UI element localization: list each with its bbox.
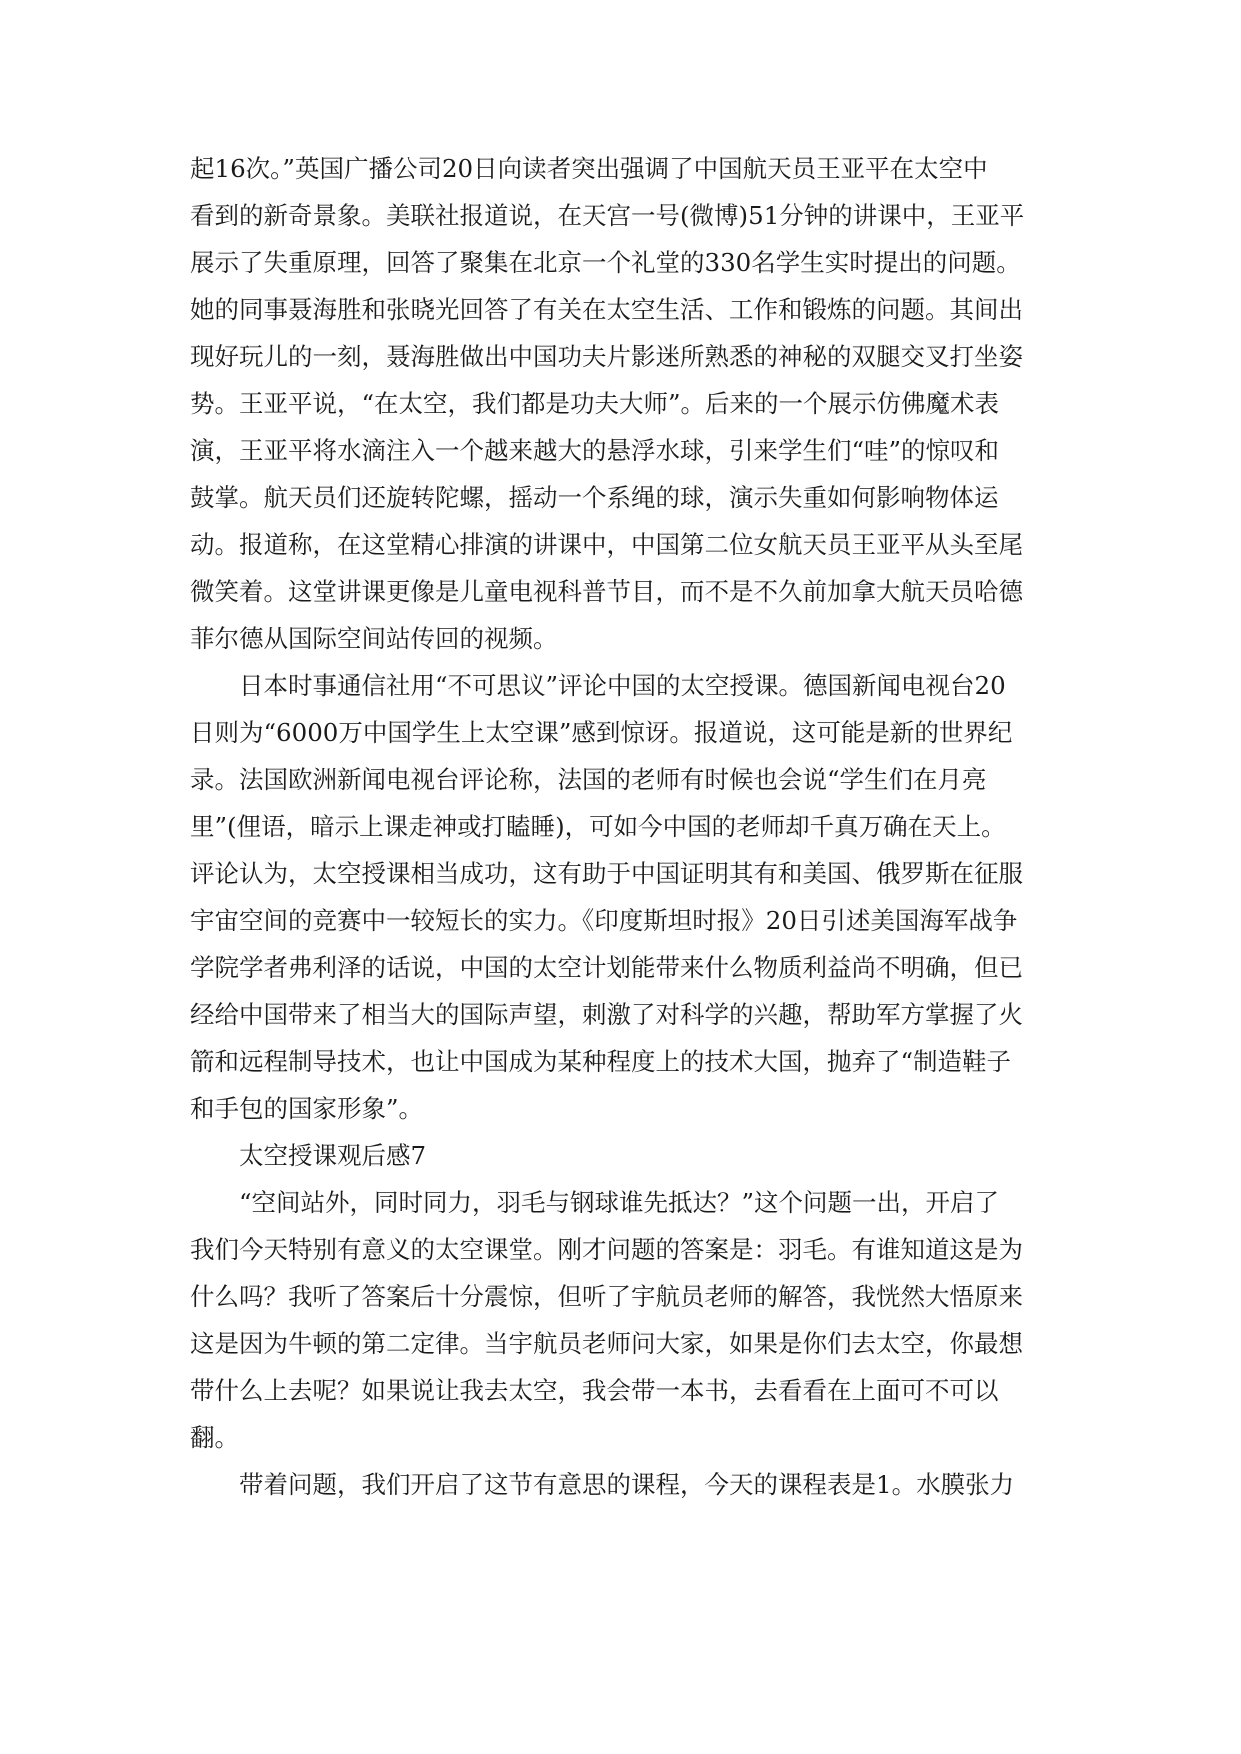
- text-line: 动。报道称，在这堂精心排演的讲课中，中国第二位女航天员王亚平从头至尾: [190, 530, 1023, 559]
- text-line: 微笑着。这堂讲课更像是儿童电视科普节目，而不是不久前加拿大航天员哈德: [190, 577, 1023, 606]
- text-line: 箭和远程制导技术，也让中国成为某种程度上的技术大国，抛弃了“制造鞋子: [190, 1047, 1012, 1076]
- text-line: “空间站外，同时同力，羽毛与钢球谁先抵达？”这个问题一出，开启了: [239, 1188, 1000, 1217]
- text-line: 我们今天特别有意义的太空课堂。刚才问题的答案是：羽毛。有谁知道这是为: [190, 1235, 1023, 1264]
- text-line: 太空授课观后感7: [239, 1141, 427, 1170]
- text-line: 翻。: [190, 1423, 239, 1452]
- text-line: 这是因为牛顿的第二定律。当宇航员老师问大家，如果是你们去太空，你最想: [190, 1329, 1023, 1358]
- text-line: 日则为“6000万中国学生上太空课”感到惊讶。报道说，这可能是新的世界纪: [190, 718, 1013, 747]
- text-line: 录。法国欧洲新闻电视台评论称，法国的老师有时候也会说“学生们在月亮: [190, 765, 987, 794]
- text-line: 鼓掌。航天员们还旋转陀螺，摇动一个系绳的球，演示失重如何影响物体运: [190, 483, 999, 512]
- text-line: 里”(俚语，暗示上课走神或打瞌睡)，可如今中国的老师却千真万确在天上。: [190, 812, 1006, 841]
- text-line: 势。王亚平说，“在太空，我们都是功夫大师”。后来的一个展示仿佛魔术表: [190, 389, 1000, 418]
- text-line: 她的同事聂海胜和张晓光回答了有关在太空生活、工作和锻炼的问题。其间出: [190, 295, 1023, 324]
- text-line: 看到的新奇景象。美联社报道说，在天宫一号(微博)51分钟的讲课中，王亚平: [190, 201, 1025, 230]
- text-line: 什么吗？我听了答案后十分震惊，但听了宇航员老师的解答，我恍然大悟原来: [190, 1282, 1023, 1311]
- text-line: 学院学者弗利泽的话说，中国的太空计划能带来什么物质利益尚不明确，但已: [190, 953, 1023, 982]
- text-line: 评论认为，太空授课相当成功，这有助于中国证明其有和美国、俄罗斯在征服: [190, 859, 1023, 888]
- text-line: 菲尔德从国际空间站传回的视频。: [190, 624, 558, 653]
- text-line: 现好玩儿的一刻，聂海胜做出中国功夫片影迷所熟悉的神秘的双腿交叉打坐姿: [190, 342, 1023, 371]
- text-line: 日本时事通信社用“不可思议”评论中国的太空授课。德国新闻电视台20: [239, 671, 1006, 700]
- text-line: 经给中国带来了相当大的国际声望，刺激了对科学的兴趣，帮助军方掌握了火: [190, 1000, 1023, 1029]
- text-line: 和手包的国家形象”。: [190, 1094, 424, 1123]
- body-text: [190, 145, 1050, 1508]
- text-line: 宇宙空间的竞赛中一较短长的实力。《印度斯坦时报》20日引述美国海军战争: [190, 906, 1018, 935]
- text-line: 带着问题，我们开启了这节有意思的课程，今天的课程表是1。水膜张力: [239, 1470, 1015, 1499]
- text-line: 演，王亚平将水滴注入一个越来越大的悬浮水球，引来学生们“哇”的惊叹和: [190, 436, 1000, 465]
- text-line: 起16次。”英国广播公司20日向读者突出强调了中国航天员王亚平在太空中: [190, 154, 988, 183]
- text-line: 带什么上去呢？如果说让我去太空，我会带一本书，去看看在上面可不可以: [190, 1376, 999, 1405]
- text-line: 展示了失重原理，回答了聚集在北京一个礼堂的330名学生实时提出的问题。: [190, 248, 1021, 277]
